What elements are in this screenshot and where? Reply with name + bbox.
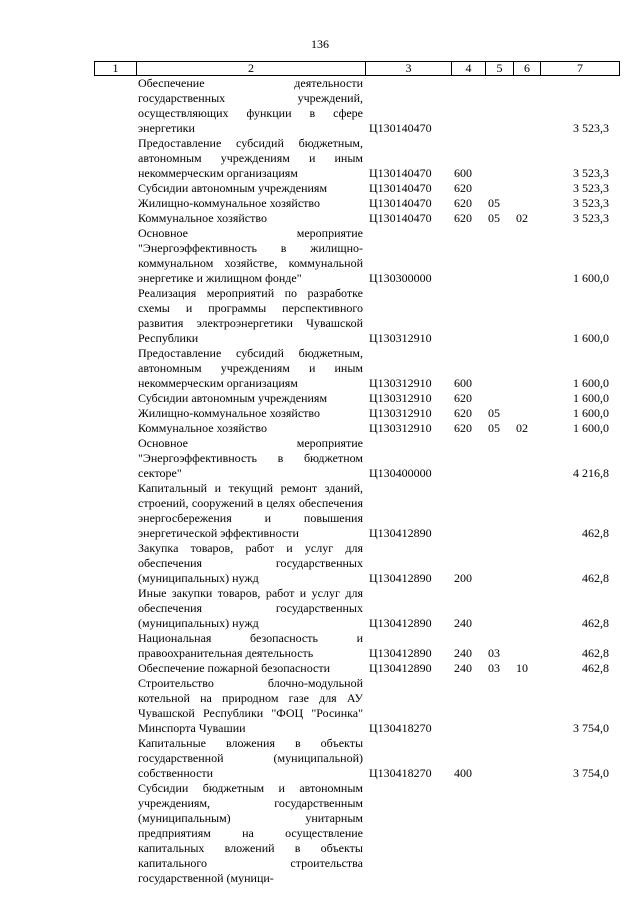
- item-name: Обеспечение пожарной безопасности: [138, 661, 331, 675]
- table-row: [94, 421, 619, 436]
- blank-cell: [94, 421, 136, 436]
- target-article-code: Ц130412890: [369, 646, 432, 660]
- amount: 1 600,0: [573, 376, 609, 390]
- section-code: [485, 781, 513, 886]
- subsection-code: [513, 76, 540, 136]
- expense-type-code: 620: [454, 406, 472, 420]
- amount: 462,8: [582, 526, 609, 540]
- section-code: [485, 181, 513, 196]
- expense-type-code: 620: [454, 181, 472, 195]
- subsection-code: [513, 586, 540, 631]
- item-name: Реализация мероприятий по разработке схемы и программы перспективного развития электроэнергетики Чувашской Республики: [138, 286, 363, 345]
- blank-cell: [94, 631, 136, 661]
- blank-cell: [94, 406, 136, 421]
- target-article-code: Ц130412890: [369, 661, 432, 675]
- item-name: Субсидии бюджетным и автономным учреждениям, государственным (муниципальным) унитарным предприятиям на осуществление капитальных вложений в объекты капитального строительства государственной (муници-: [138, 781, 363, 885]
- amount: 462,8: [582, 571, 609, 585]
- expense-type-code: 620: [454, 421, 472, 435]
- item-name: Основное мероприятие "Энергоэффективность в бюджетном секторе": [138, 436, 363, 480]
- blank-cell: [94, 661, 136, 676]
- subsection-code: [513, 286, 540, 346]
- amount: 462,8: [582, 661, 609, 675]
- expense-type-code: [451, 676, 485, 736]
- amount: 1 600,0: [573, 406, 609, 420]
- target-article-code: [365, 781, 451, 886]
- target-article-code: Ц130312910: [369, 376, 432, 390]
- subsection-code: 02: [516, 211, 528, 225]
- expense-type-code: 200: [454, 571, 472, 585]
- amount: 462,8: [582, 616, 609, 630]
- section-code: [485, 586, 513, 631]
- subsection-code: [513, 346, 540, 391]
- amount: 1 600,0: [573, 331, 609, 345]
- amount: 1 600,0: [573, 391, 609, 405]
- table-row: [94, 736, 619, 781]
- amount: 3 523,3: [573, 121, 609, 135]
- table-row: [94, 391, 619, 406]
- expense-type-code: [451, 481, 485, 541]
- amount: 3 523,3: [573, 211, 609, 225]
- budget-table-body: [94, 76, 619, 886]
- blank-cell: [94, 436, 136, 481]
- section-code: 05: [488, 406, 500, 420]
- table-row: [94, 346, 619, 391]
- expense-type-code: 240: [454, 616, 472, 630]
- target-article-code: Ц130312910: [369, 421, 432, 435]
- subsection-code: [513, 436, 540, 481]
- table-row: [94, 76, 619, 136]
- table-row: [94, 586, 619, 631]
- item-name: Капитальный и текущий ремонт зданий, строений, сооружений в целях обеспечения энергосбережения и повышения энергетической эффективности: [138, 481, 363, 540]
- target-article-code: Ц130400000: [369, 466, 432, 480]
- amount: 1 600,0: [573, 421, 609, 435]
- table-row: [94, 406, 619, 421]
- expense-type-code: 400: [454, 766, 472, 780]
- table-row: [94, 286, 619, 346]
- target-article-code: Ц130140470: [369, 211, 432, 225]
- section-code: [485, 676, 513, 736]
- blank-cell: [94, 781, 136, 886]
- target-article-code: Ц130312910: [369, 406, 432, 420]
- item-name: Предоставление субсидий бюджетным, автономным учреждениям и иным некоммерческим организациям: [138, 136, 363, 180]
- expense-type-code: [451, 226, 485, 286]
- section-code: [485, 391, 513, 406]
- blank-cell: [94, 676, 136, 736]
- blank-cell: [94, 226, 136, 286]
- item-name: Субсидии автономным учреждениям: [138, 181, 328, 195]
- amount: 1 600,0: [573, 271, 609, 285]
- column-header-4: 4: [452, 62, 486, 76]
- target-article-code: Ц130418270: [369, 721, 432, 735]
- item-name: Иные закупки товаров, работ и услуг для обеспечения государственных (муниципальных) нужд: [138, 586, 363, 630]
- table-row: [94, 196, 619, 211]
- amount: 3 754,0: [573, 766, 609, 780]
- column-header-7: 7: [541, 62, 620, 76]
- table-row: [94, 181, 619, 196]
- amount: 3 754,0: [573, 721, 609, 735]
- target-article-code: Ц130140470: [369, 196, 432, 210]
- amount: 3 523,3: [573, 196, 609, 210]
- target-article-code: Ц130412890: [369, 526, 432, 540]
- subsection-code: [513, 781, 540, 886]
- table-row: [94, 541, 619, 586]
- expense-type-code: 620: [454, 211, 472, 225]
- subsection-code: [513, 196, 540, 211]
- expense-type-code: [451, 76, 485, 136]
- section-code: [485, 346, 513, 391]
- item-name: Строительство блочно-модульной котельной на природном газе для АУ Чувашской Республики "ФОЦ "Росинка" Минспорта Чувашии: [138, 676, 363, 735]
- blank-cell: [94, 736, 136, 781]
- subsection-code: [513, 676, 540, 736]
- subsection-code: [513, 391, 540, 406]
- expense-type-code: 240: [454, 661, 472, 675]
- subsection-code: [513, 136, 540, 181]
- blank-cell: [94, 586, 136, 631]
- target-article-code: Ц130140470: [369, 121, 432, 135]
- table-row: [94, 211, 619, 226]
- subsection-code: [513, 406, 540, 421]
- expense-type-code: 240: [454, 646, 472, 660]
- section-code: [485, 481, 513, 541]
- target-article-code: Ц130312910: [369, 391, 432, 405]
- item-name: Обеспечение деятельности государственных учреждений, осуществляющих функции в сфере энергетики: [138, 76, 363, 135]
- subsection-code: [513, 736, 540, 781]
- item-name: Жилищно-коммунальное хозяйство: [138, 196, 321, 210]
- expense-type-code: 600: [454, 166, 472, 180]
- expense-type-code: 600: [454, 376, 472, 390]
- section-code: 03: [488, 661, 500, 675]
- item-name: Капитальные вложения в объекты государственной (муниципальной) собственности: [138, 736, 363, 780]
- blank-cell: [94, 196, 136, 211]
- section-code: [485, 541, 513, 586]
- section-code: [485, 736, 513, 781]
- expense-type-code: [451, 286, 485, 346]
- table-row: [94, 436, 619, 481]
- section-code: [485, 76, 513, 136]
- target-article-code: Ц130140470: [369, 181, 432, 195]
- table-row: [94, 661, 619, 676]
- expense-type-code: 620: [454, 196, 472, 210]
- blank-cell: [94, 391, 136, 406]
- target-article-code: Ц130412890: [369, 616, 432, 630]
- blank-cell: [94, 346, 136, 391]
- expense-type-code: [451, 781, 485, 886]
- table-row: [94, 136, 619, 181]
- blank-cell: [94, 76, 136, 136]
- section-code: 03: [488, 646, 500, 660]
- column-header-5: 5: [486, 62, 514, 76]
- section-code: 05: [488, 421, 500, 435]
- subsection-code: [513, 481, 540, 541]
- section-code: 05: [488, 211, 500, 225]
- blank-cell: [94, 181, 136, 196]
- target-article-code: Ц130312910: [369, 331, 432, 345]
- column-header-6: 6: [514, 62, 541, 76]
- subsection-code: [513, 226, 540, 286]
- item-name: Основное мероприятие "Энергоэффективность в жилищно-коммунальном хозяйстве, коммунальной энергетике и жилищном фонде": [138, 226, 363, 285]
- expense-type-code: 620: [454, 391, 472, 405]
- item-name: Национальная безопасность и правоохранительная деятельность: [138, 631, 363, 660]
- blank-cell: [94, 211, 136, 226]
- amount: 3 523,3: [573, 181, 609, 195]
- column-header-1: 1: [95, 62, 137, 76]
- target-article-code: Ц130418270: [369, 766, 432, 780]
- subsection-code: [513, 181, 540, 196]
- expense-type-code: [451, 436, 485, 481]
- blank-cell: [94, 136, 136, 181]
- budget-table: [94, 76, 619, 886]
- blank-cell: [94, 481, 136, 541]
- table-row: [94, 481, 619, 541]
- section-code: 05: [488, 196, 500, 210]
- blank-cell: [94, 286, 136, 346]
- subsection-code: [513, 631, 540, 661]
- blank-cell: [94, 541, 136, 586]
- amount: [540, 781, 619, 886]
- table-row: [94, 676, 619, 736]
- section-code: [485, 136, 513, 181]
- item-name: Коммунальное хозяйство: [138, 421, 267, 435]
- amount: 462,8: [582, 646, 609, 660]
- amount: 3 523,3: [573, 166, 609, 180]
- item-name: Жилищно-коммунальное хозяйство: [138, 406, 321, 420]
- column-header-row: [95, 62, 620, 76]
- section-code: [485, 436, 513, 481]
- page-number: 136: [311, 37, 329, 51]
- item-name: Закупка товаров, работ и услуг для обеспечения государственных (муниципальных) нужд: [138, 541, 363, 585]
- section-code: [485, 286, 513, 346]
- item-name: Предоставление субсидий бюджетным, автономным учреждениям и иным некоммерческим организациям: [138, 346, 363, 390]
- table-row: [94, 781, 619, 886]
- target-article-code: Ц130300000: [369, 271, 432, 285]
- subsection-code: [513, 541, 540, 586]
- amount: 4 216,8: [573, 466, 609, 480]
- column-header-table: [94, 61, 620, 76]
- target-article-code: Ц130412890: [369, 571, 432, 585]
- item-name: Субсидии автономным учреждениям: [138, 391, 328, 405]
- table-row: [94, 226, 619, 286]
- column-header-3: 3: [366, 62, 452, 76]
- column-header-2: 2: [137, 62, 366, 76]
- target-article-code: Ц130140470: [369, 166, 432, 180]
- item-name: Коммунальное хозяйство: [138, 211, 267, 225]
- table-row: [94, 631, 619, 661]
- subsection-code: 02: [516, 421, 528, 435]
- subsection-code: 10: [516, 661, 528, 675]
- section-code: [485, 226, 513, 286]
